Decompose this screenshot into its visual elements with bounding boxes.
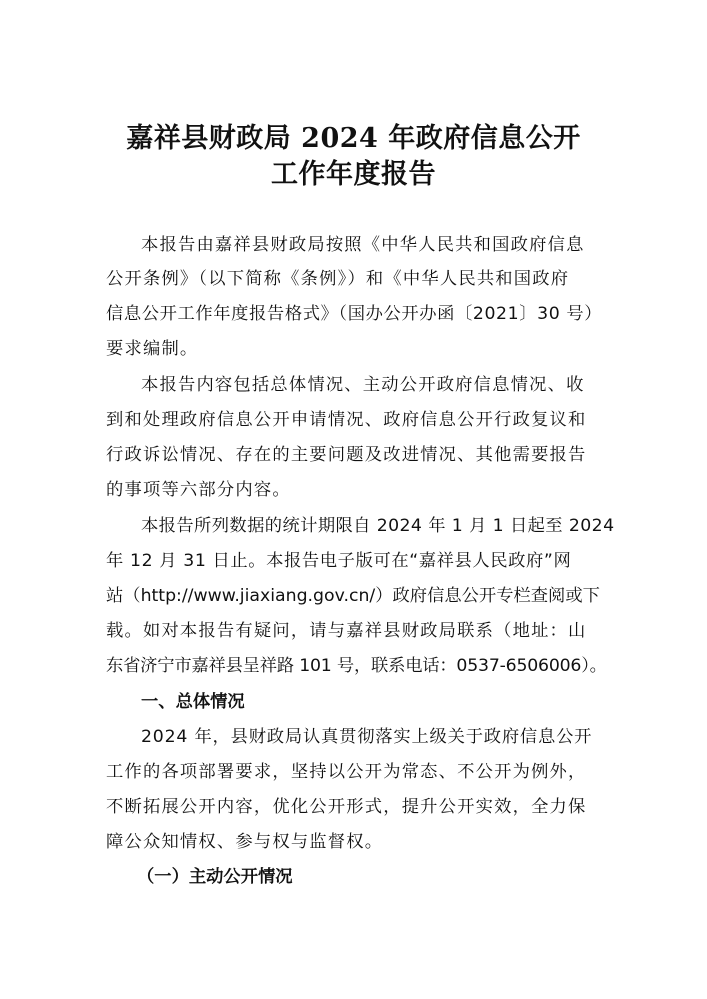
subsection-1-heading: （一）主动公开情况 [137,867,293,887]
paragraph-1-line-2: 公开条例》（以下简称《条例》）和《中华人民共和国政府 [106,269,570,289]
document-title-line-2: 工作年度报告 [271,159,436,190]
paragraph-2-line-1: 本报告内容包括总体情况、主动公开政府信息情况、收 [141,375,585,395]
paragraph-4-line-4: 障公众知情权、参与权与监督权。 [106,832,384,852]
section-1-heading: 一、总体情况 [141,692,245,712]
paragraph-2-line-4: 的事项等六部分内容。 [106,480,291,500]
paragraph-3-line-2: 年 12 月 31 日止。本报告电子版可在“嘉祥县人民政府”网 [106,551,572,571]
paragraph-1-line-1: 本报告由嘉祥县财政局按照《中华人民共和国政府信息 [141,235,585,255]
paragraph-1-line-3: 信息公开工作年度报告格式》（国办公开办函〔2021〕30 号） [106,304,603,324]
paragraph-3-line-1: 本报告所列数据的统计期限自 2024 年 1 月 1 日起至 2024 [141,516,615,536]
paragraph-4-line-1: 2024 年，县财政局认真贯彻落实上级关于政府信息公开 [141,727,593,747]
paragraph-4-line-2: 工作的各项部署要求，坚持以公开为常态、不公开为例外， [106,762,587,782]
paragraph-3-line-5: 东省济宁市嘉祥县呈祥路 101 号，联系电话：0537-6506006）。 [106,656,607,676]
paragraph-2-line-2: 到和处理政府信息公开申请情况、政府信息公开行政复议和 [106,410,587,430]
paragraph-1-line-4: 要求编制。 [106,339,199,359]
paragraph-3-line-4: 载。如对本报告有疑问，请与嘉祥县财政局联系（地址：山 [106,621,587,641]
paragraph-3-line-3: 站（http://www.jiaxiang.gov.cn/）政府信息公开专栏查阅或下 [106,586,600,606]
document-title-line-1: 嘉祥县财政局 2024 年政府信息公开 [126,123,581,154]
paragraph-4-line-3: 不断拓展公开内容，优化公开形式，提升公开实效，全力保 [106,797,587,817]
paragraph-2-line-3: 行政诉讼情况、存在的主要问题及改进情况、其他需要报告 [106,445,587,465]
